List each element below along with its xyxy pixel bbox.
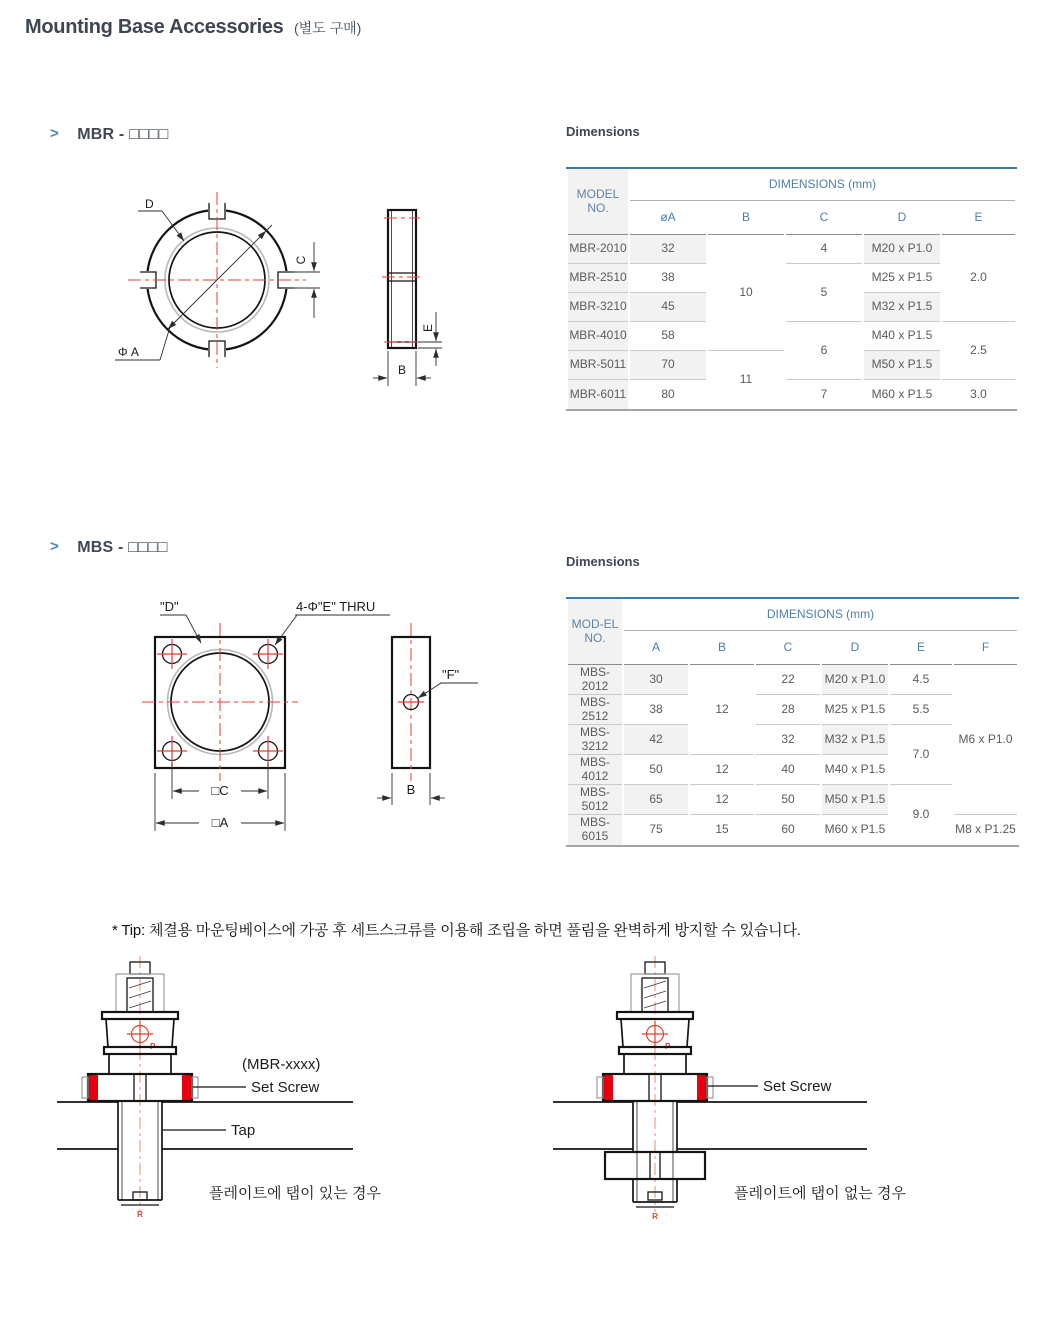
mbs-side-view [377,623,478,805]
dim-label-sq-a: □A [211,815,229,830]
value-cell: M25 x P1.5 [864,264,940,293]
col-header-b: B [708,201,784,235]
model-cell: MBS-2512 [568,695,622,725]
value-cell: 5.5 [890,695,952,725]
col-header-f: F [954,631,1017,665]
value-cell: 42 [624,725,688,755]
value-cell: M40 x P1.5 [822,755,888,785]
value-cell: M6 x P1.0 [954,665,1017,815]
mbr-front-view [115,192,320,368]
value-cell: M20 x P1.0 [822,665,888,695]
col-header-c: C [786,201,862,235]
value-cell: 65 [624,785,688,815]
value-cell: 45 [630,293,706,322]
value-cell: 7 [820,386,828,401]
page-title: Mounting Base Accessories [25,16,284,38]
mbs-front-view [142,599,390,831]
value-cell: 28 [756,695,820,725]
value-cell: M50 x P1.5 [864,351,940,380]
value-cell: 50 [756,785,820,815]
set-screw-highlight [697,1075,706,1100]
value-cell: 22 [756,665,820,695]
dimensions-mm-header: DIMENSIONS (mm) [624,599,1017,631]
value-cell: M25 x P1.5 [822,695,888,725]
dim-label-f: "F" [442,667,460,682]
page-title-row [25,16,361,39]
model-cell: MBS-5012 [568,785,622,815]
mbr-technical-drawing [90,190,460,400]
figure-caption: 플레이트에 탭이 없는 경우 [734,1185,906,1202]
value-cell: M50 x P1.5 [822,785,888,815]
value-cell: 60 [781,822,795,837]
mbr-model-note: (MBR-xxxx) [242,1056,321,1073]
value-cell: 10 [708,235,784,351]
value-cell: 5 [786,264,862,322]
value-cell: M60 x P1.5 [824,822,886,837]
value-cell: 32 [756,725,820,755]
table-row [568,785,1017,815]
value-cell: 12 [690,755,754,785]
model-cell: MBR-6011 [568,380,628,409]
model-cell: MBR-3210 [568,293,628,322]
set-screw-label: Set Screw [251,1079,320,1096]
port-p-label: P [665,1042,671,1051]
value-cell: M32 x P1.5 [864,293,940,322]
table-row [568,665,1017,695]
plate-section [553,1102,867,1149]
value-cell: 12 [690,785,754,815]
model-cell: MBS-3212 [568,725,622,755]
dim-label-e-thru: 4-Φ"E" THRU [296,599,376,614]
col-header-b: B [690,631,754,665]
value-cell: 70 [630,351,706,380]
dim-label-e: E [421,323,435,333]
value-cell: 40 [756,755,820,785]
value-cell: 50 [624,755,688,785]
dimensions-mm-header: DIMENSIONS (mm) [630,169,1015,201]
port-r-label: R [137,1210,143,1219]
col-header-d: D [864,201,940,235]
value-cell: 2.0 [942,235,1015,322]
port-p-label: P [150,1042,156,1051]
figure-plate-with-tap [55,950,475,1230]
col-header-a: A [624,631,688,665]
mbr-dimensions-table [566,167,1017,411]
col-header-e: E [942,201,1015,235]
plate-section [57,1102,353,1149]
set-screw-highlight [89,1075,98,1100]
section-label-mbs: MBS - □□□□ [77,539,168,556]
value-cell: 2.5 [942,322,1015,380]
tap-label: Tap [231,1122,256,1139]
value-cell: 75 [649,822,663,837]
figure-plate-without-tap [545,950,985,1230]
table-row [568,725,1017,755]
table-row [568,235,1015,264]
dim-label-sq-c: □C [211,783,229,798]
chevron-icon: > [50,538,59,555]
model-cell: MBR-5011 [568,351,628,380]
col-header-e: E [890,631,952,665]
value-cell: 12 [690,665,754,755]
set-screw-highlight [604,1075,613,1100]
mbr-side-view [373,210,442,386]
dim-label-b: B [406,782,416,797]
dim-label-d: "D" [160,599,179,614]
value-cell: 30 [624,665,688,695]
dim-label-b: B [397,363,407,377]
value-cell: M20 x P1.0 [864,235,940,264]
section-label-mbr: MBR - □□□□ [77,126,169,143]
model-cell: MBS-2012 [568,665,622,695]
value-cell: 38 [630,264,706,293]
value-cell: 9.0 [912,807,930,822]
value-cell: M40 x P1.5 [864,322,940,351]
dimensions-heading-mbr: Dimensions [566,124,640,139]
value-cell: M32 x P1.5 [822,725,888,755]
col-header-c: C [756,631,820,665]
mbs-technical-drawing [140,595,485,845]
model-cell: MBS-6015 [568,815,622,845]
chevron-icon: > [50,125,59,142]
port-r-label: R [652,1212,658,1221]
page-title-note: (별도 구매) [293,20,362,36]
set-screw-label: Set Screw [763,1078,832,1095]
model-cell: MBR-4010 [568,322,628,351]
section-header-mbr [50,125,169,144]
dim-label-phi-a: Φ A [118,345,139,359]
figure-caption: 플레이트에 탭이 있는 경우 [209,1185,381,1202]
table-row [568,695,1017,725]
tip-note: * Tip: 체결용 마운팅베이스에 가공 후 세트스크류를 이용해 조립을 하면 풀림을 완벽하게 방지할 수 있습니다. [112,922,801,939]
value-cell: 11 [739,372,753,387]
value-cell: M60 x P1.5 [871,386,933,401]
dimensions-heading-mbs: Dimensions [566,554,640,569]
model-no-header: MODEL NO. [568,169,628,235]
table-row [568,380,1015,409]
table-row [568,322,1015,351]
model-cell: MBR-2010 [568,235,628,264]
value-cell: M8 x P1.25 [955,822,1016,837]
value-cell: 38 [624,695,688,725]
value-cell: 4 [786,235,862,264]
section-header-mbs [50,538,168,557]
value-cell: 7.0 [890,725,952,785]
value-cell: 80 [661,386,675,401]
value-cell: 15 [715,822,729,837]
value-cell: 32 [630,235,706,264]
value-cell: 6 [786,322,862,380]
col-header-d: D [822,631,888,665]
value-cell: 3.0 [970,386,987,401]
value-cell: 58 [630,322,706,351]
model-cell: MBR-2510 [568,264,628,293]
set-screw-highlight [182,1075,191,1100]
dim-label-d: D [145,197,154,211]
model-no-header: MOD-EL NO. [568,599,622,665]
mbs-dimensions-table [566,597,1019,847]
dim-label-c: C [294,255,308,265]
model-cell: MBS-4012 [568,755,622,785]
value-cell: 4.5 [890,665,952,695]
col-header-a: øA [630,201,706,235]
